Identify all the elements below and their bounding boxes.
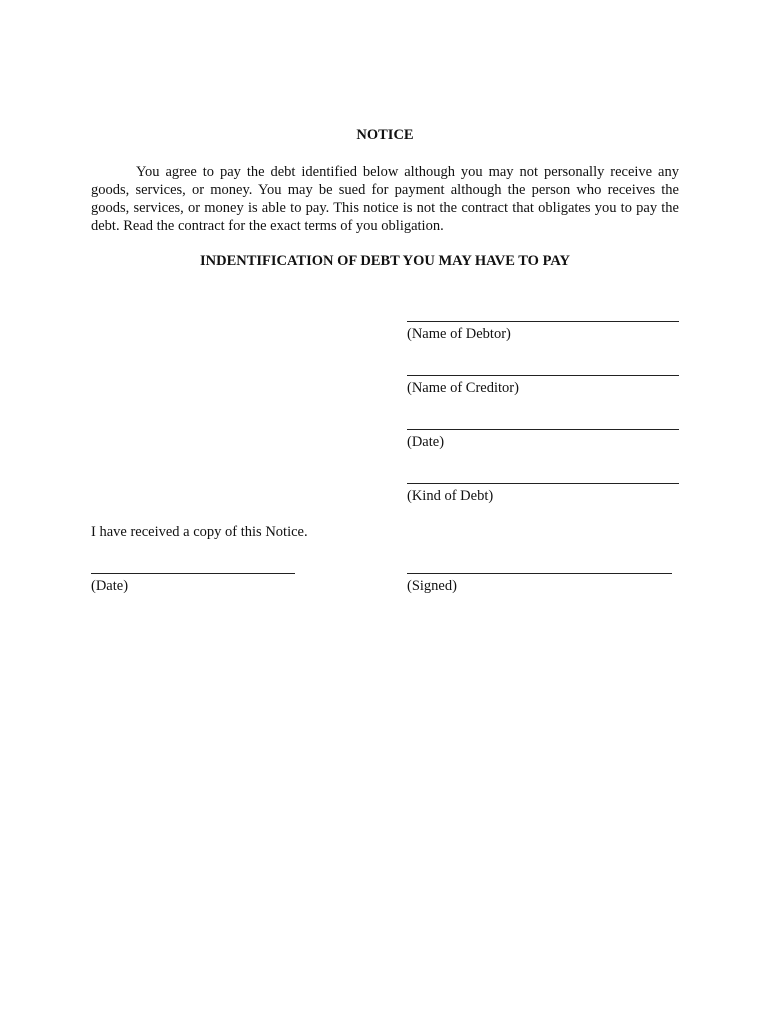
section-heading: INDENTIFICATION OF DEBT YOU MAY HAVE TO PAY <box>200 253 570 269</box>
debtor-name-line[interactable] <box>407 310 679 322</box>
signature-caption: (Signed) <box>407 578 457 594</box>
creditor-name-caption: (Name of Creditor) <box>407 380 519 396</box>
creditor-name-field[interactable] <box>407 364 680 397</box>
signature-date-caption: (Date) <box>91 578 129 594</box>
kind-of-debt-line[interactable] <box>407 472 679 484</box>
acknowledgement-text: I have received a copy of this Notice. <box>91 524 308 540</box>
kind-of-debt-field[interactable] <box>407 472 680 505</box>
signature-date-field[interactable] <box>91 560 295 595</box>
debtor-name-caption: (Name of Debtor) <box>407 326 511 342</box>
debt-date-line[interactable] <box>407 418 679 430</box>
kind-of-debt-caption: (Kind of Debt) <box>407 488 494 504</box>
debtor-name-field[interactable] <box>407 310 680 343</box>
page-title: NOTICE <box>356 127 414 143</box>
signature-date-line[interactable] <box>91 560 295 574</box>
debt-date-caption: (Date) <box>407 434 445 450</box>
signature-line[interactable] <box>407 560 672 574</box>
signature-field[interactable] <box>407 560 672 595</box>
notice-paragraph: You agree to pay the debt identified below although you may not personally receive any goods, services, or money. You may be sued for payment although the person who receives the goods, services, or money is able to pay. This notice is not the contract that obligates you to pay the debt. Read the contract for the exact terms of you obligation. <box>91 164 679 234</box>
creditor-name-line[interactable] <box>407 364 679 376</box>
debt-date-field[interactable] <box>407 418 680 451</box>
